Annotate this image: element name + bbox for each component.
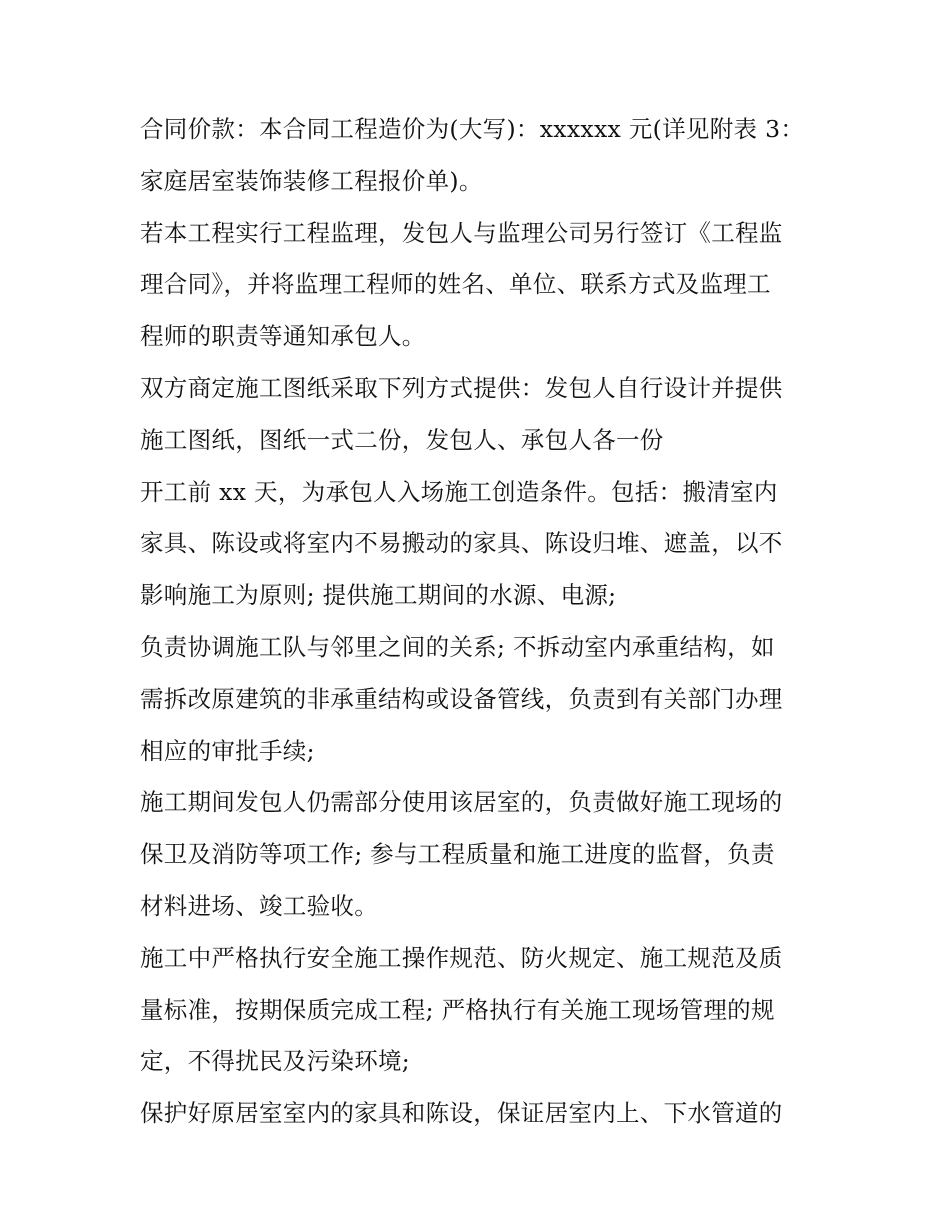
text-line: 材料进场、竣工验收。 [140,891,378,920]
text-line: 合同价款：本合同工程造价为(大写)：xxxxxx 元(详见附表 3： [140,115,805,143]
text-line: 负责协调施工队与邻里之间的关系; 不拆动室内承重结构，如 [140,632,775,661]
text-line: 保卫及消防等项工作; 参与工程质量和施工进度的监督，负责 [140,840,775,869]
text-line: 保护好原居室室内的家具和陈设，保证居室内上、下水管道的 [140,1099,783,1128]
text-line: 理合同》，并将监理工程师的姓名、单位、联系方式及监理工 [140,270,771,299]
text-line: 需拆改原建筑的非承重结构或设备管线，负责到有关部门办理 [140,684,783,713]
text-line: 家具、陈设或将室内不易搬动的家具、陈设归堆、遮盖，以不 [140,529,783,558]
text-line: 影响施工为原则; 提供施工期间的水源、电源; [140,581,617,610]
text-line: 开工前 xx 天，为承包人入场施工创造条件。包括：搬清室内 [140,477,778,506]
contract-text-body [140,104,820,1140]
text-line: 程师的职责等通知承包人。 [140,322,426,351]
text-line: 相应的审批手续; [140,736,315,765]
text-line: 若本工程实行工程监理，发包人与监理公司另行签订《工程监 [140,218,783,247]
text-line: 施工中严格执行安全施工操作规范、防火规定、施工规范及质 [140,943,783,972]
text-line: 量标准，按期保质完成工程; 严格执行有关施工现场管理的规 [140,995,775,1024]
text-line: 双方商定施工图纸采取下列方式提供：发包人自行设计并提供 [140,373,783,402]
text-line: 施工期间发包人仍需部分使用该居室的，负责做好施工现场的 [140,788,783,817]
text-line: 家庭居室装饰装修工程报价单)。 [140,166,483,195]
text-line: 定，不得扰民及污染环境; [140,1047,411,1076]
text-line: 施工图纸，图纸一式二份，发包人、承包人各一份 [140,425,664,454]
